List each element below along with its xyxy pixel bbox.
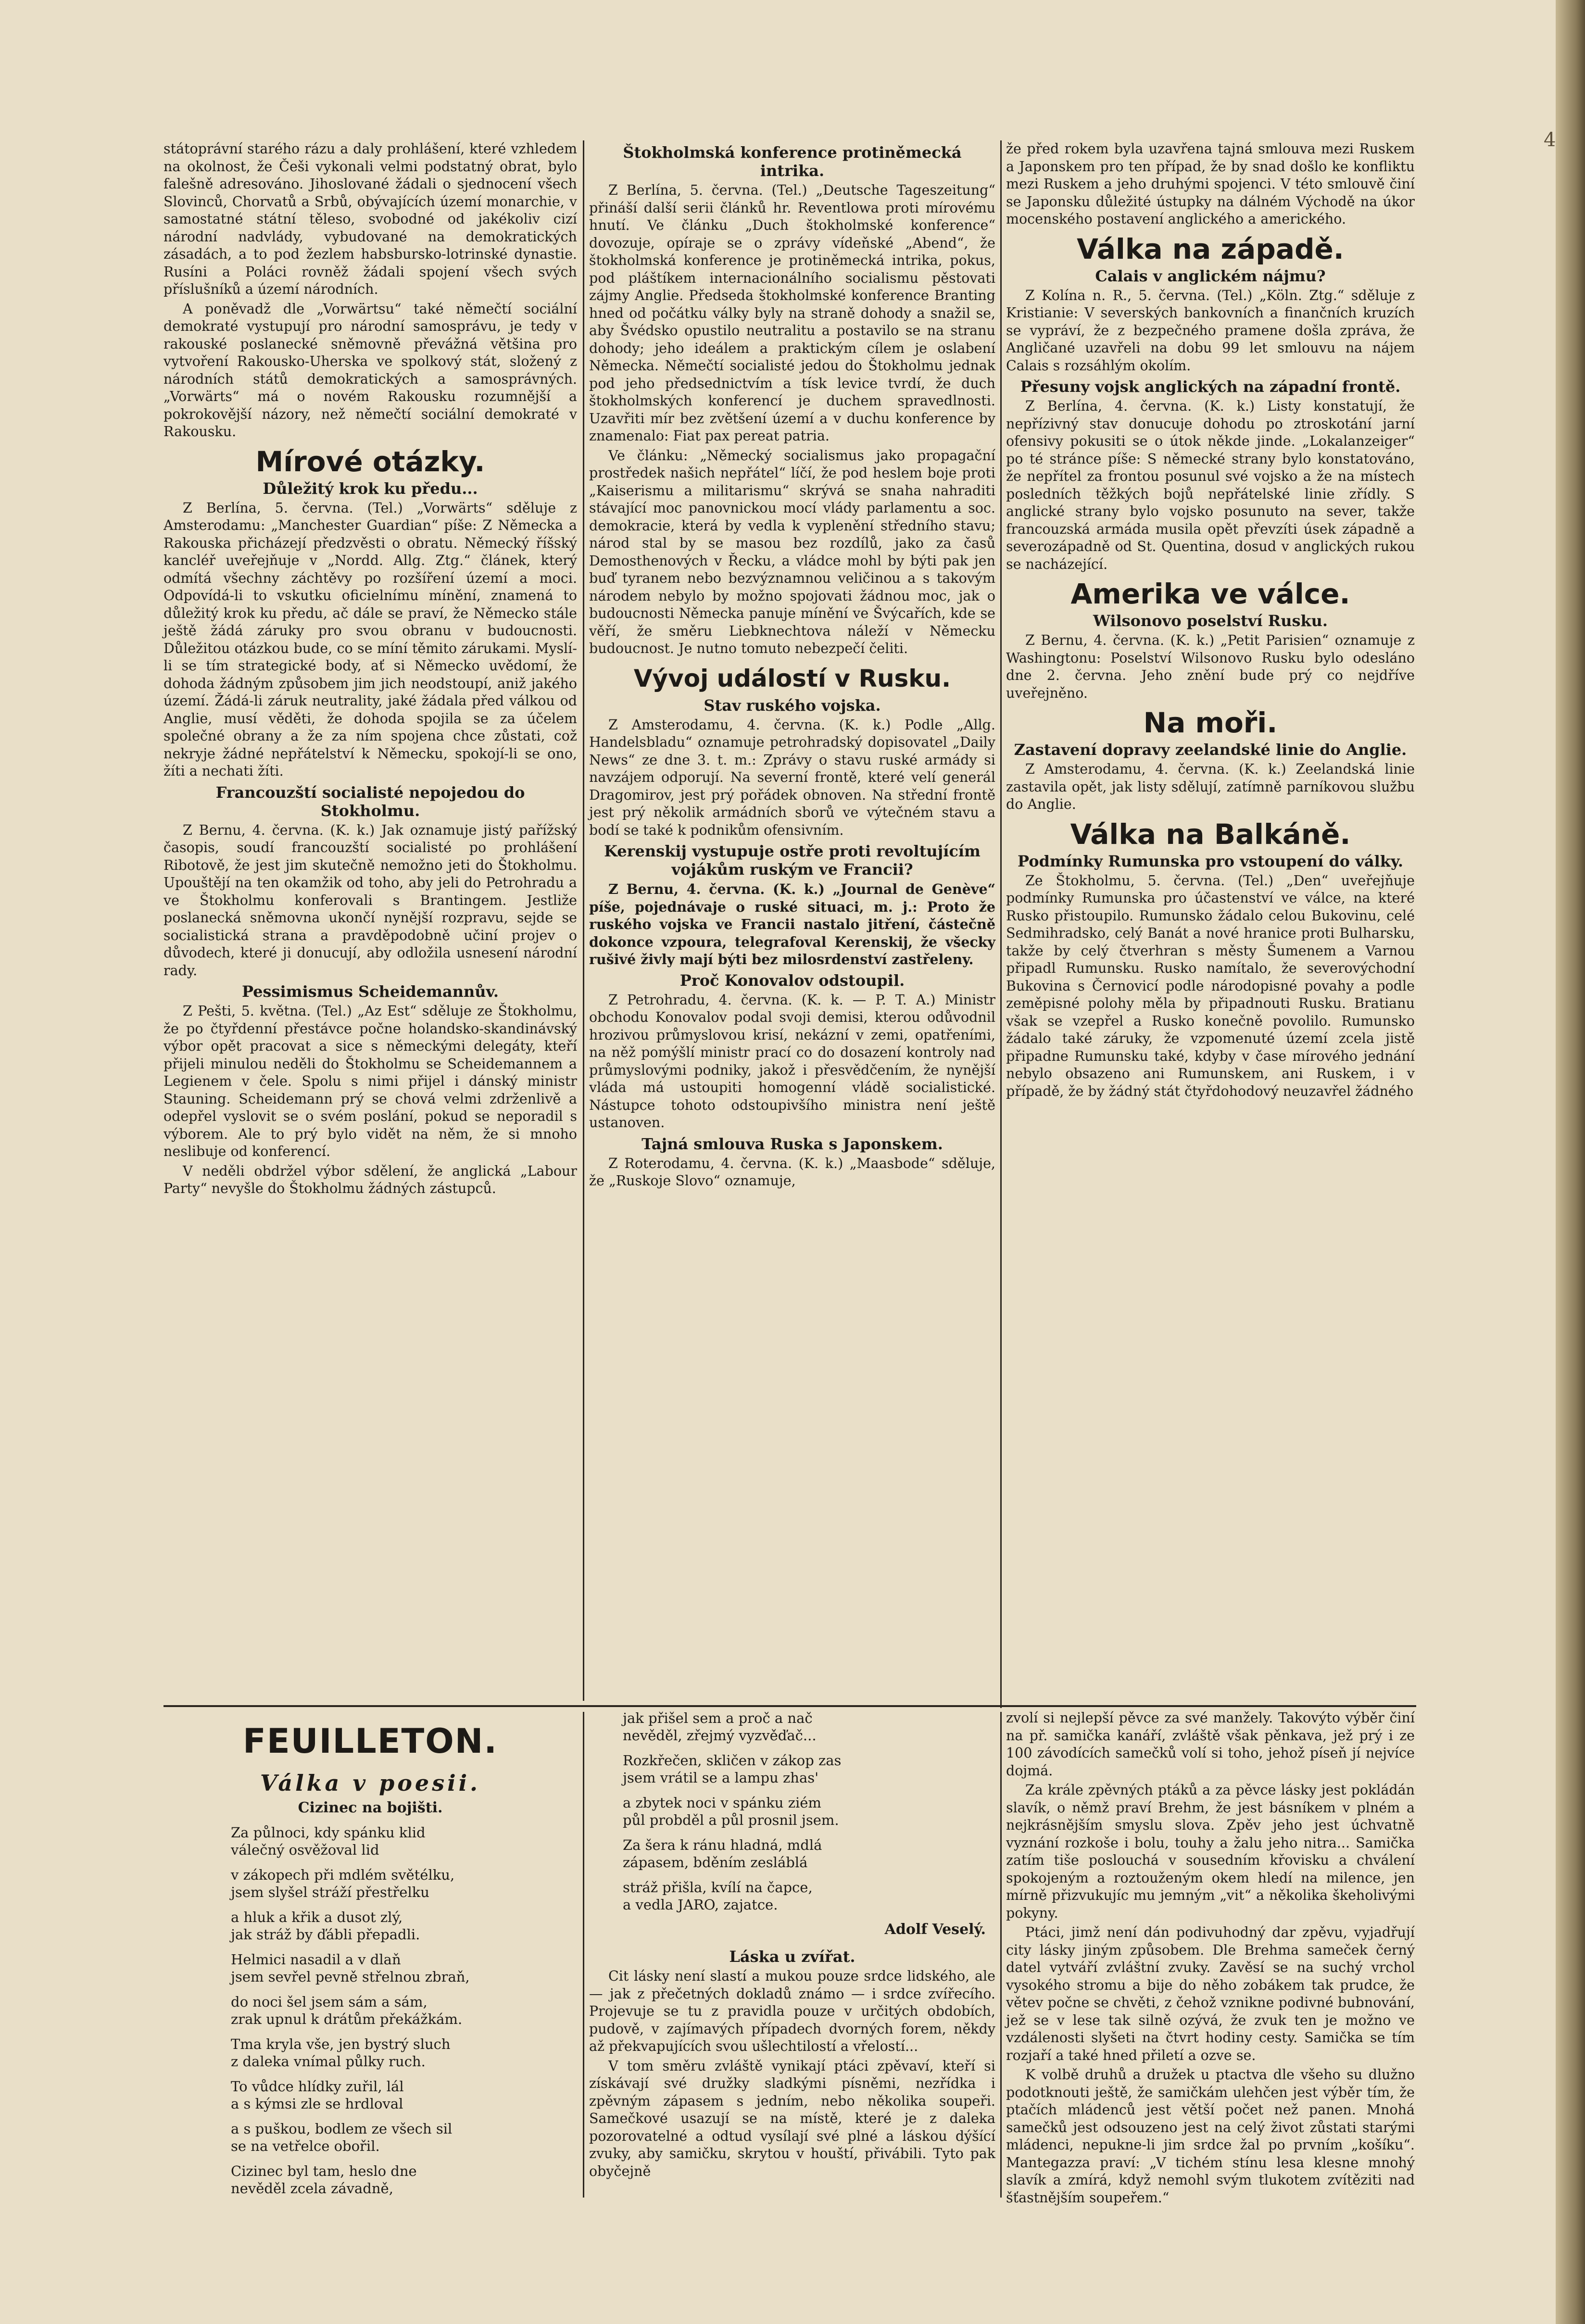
article-heading: Proč Konovalov odstoupil.	[679, 971, 905, 990]
poem-stanza	[231, 1993, 577, 2028]
page-number: 4	[1544, 129, 1556, 151]
poem-line: a vedla JARO, zajatce.	[623, 1897, 778, 1913]
poem-stanza	[231, 2120, 577, 2155]
poem-stanza	[623, 1752, 995, 1786]
poem-line: nevěděl zcela závadně,	[231, 2180, 393, 2197]
article-paragraph: že před rokem byla uzavřena tajná smlouva mezi Ruskem a Japonskem pro ten případ, že by snad došlo ke konfliktu mezi Ruskem a jeho druhými spojenci. V této smlouvě činí se Japonsku důležité ústupky na dálném Východě na úkor mocenského postavení anglického a amerického.	[1006, 141, 1415, 227]
poem-line: Cizinec byl tam, heslo dne	[231, 2163, 417, 2179]
poem-stanza	[623, 1836, 995, 1871]
poem-stanza	[231, 1909, 577, 1943]
poem-line: a s puškou, bodlem ze všech sil	[231, 2121, 453, 2137]
poem-line: Za šera k ránu hladná, mdlá	[623, 1837, 822, 1853]
article-heading: Podmínky Rumunska pro vstoupení do války.	[1017, 852, 1403, 870]
article-paragraph: Z Amsterodamu, 4. června. (K. k.) Zeelandská linie zastavila opět, jak listy sdělují, zatímně parníkovou službu do Anglie.	[1006, 761, 1415, 812]
article-paragraph: Z Petrohradu, 4. června. (K. k. — P. T. A.) Ministr obchodu Konovalov podal svoji demisi, kterou odůvodnil hrozivou průmyslovou krisí, nekázní v zemi, opatřeními, na něž pomýšlí ministr prací co do dosazení kontroly nad průmyslovými podniky, jakož i přesvědčením, že nynější vláda má ustoupiti homogenní vládě socialistické. Nástupce tohoto odstoupivšího ministra není ještě ustanoven.	[589, 992, 995, 1131]
article-paragraph: Ve článku: „Německý socialismus jako propagační prostředek našich nepřátel“ líčí, že pod heslem boje proti „Kaiserismu a militarismu“ skrývá se snaha nahraditi stávající moc panovnickou mocí vlády parlamentu a soc. demokracie, která by vedla k vyplenění středního stavu; národ stal by se masou bez rozdílů, jako za časů Demosthenových v Řecku, a vládce mohl by býti pak jen buď tyranem nebo bezvýznamnou veličinou a s takovým národem nebylo by možno spojovati žádnou moc, jak o budoucnosti Německa panuje mínění ve Švýcařích, kde se věří, že směru Liebknechtova náleží v Německu budoucnost. Je nutno tomuto nebezpečí čeliti.	[589, 447, 995, 656]
column-1	[164, 140, 577, 1701]
feuilleton-rule	[164, 1705, 1416, 1707]
article-heading: Wilsonovo poselství Rusku.	[1093, 612, 1328, 630]
poem-line: zápasem, bděním zesláblá	[623, 1854, 808, 1871]
article-paragraph: Ze Štokholmu, 5. června. (Tel.) „Den“ uveřejňuje podmínky Rumunska pro účastenství ve válce, na které Rusko přistoupilo. Rumunsko žádalo celou Bukovinu, celé Sedmihradsko, celý Banát a nové hranice proti Bulharsku, takže by celý čtverhran s městy Šumenem a Varnou připadl Rumunsku. Rusko namítalo, že severovýchodní Bukovina s Černovicí podle národopisné povahy a podle zeměpisné polohy měla by připadnouti Rusku. Bratianu však se vzepřel a Rusko konečně povolilo. Rumunsko žádalo také záruky, že vzpomenuté území zcela jistě připadne Rumunsku také, kdyby v čase mírového jednání nebylo obsazeno ani Rumunskem, ani Ruskem, i v případě, že by žádný stát čtyřdohodový neuzavřel žádného	[1006, 872, 1415, 1099]
article-paragraph: Z Berlína, 5. června. (Tel.) „Deutsche Tageszeitung“ přináší další serii článků hr. Reventlowa proti mírovému hnutí. Ve článku „Duch štokholmské konference“ dovozuje, opíraje se o zprávy vídeňské „Abend“, že štokholmská konference je protiněmecká intrika, pokus, pod pláštíkem internacionálního socialismu pěstovati zájmy Anglie. Předseda štokholmské konference Branting hned od počátku války byly na straně dohody a snažil se, aby Švédsko opustilo neutralitu a postavilo se na stranu dohody; jeho ideálem a praktickým cílem je oslabení Německa. Němečtí socialisté jedou do Štokholmu jednak pod jeho předsednictvím a tísk levice tvrdí, že duch štokholmských konferencí je duchem spravedlnosti. Uzavřiti mír bez zvětšení území a v duchu konference by znamenalo: Fiat pax pereat patria.	[589, 182, 995, 444]
article-heading: Zastavení dopravy zeelandské linie do Anglie.	[1014, 741, 1407, 759]
section-heading: Na moři.	[1143, 706, 1278, 739]
article-heading: Francouzští socialisté nepojedou do Stokholmu.	[215, 783, 525, 820]
poem-line: To vůdce hlídky zuřil, lál	[231, 2078, 404, 2095]
article-paragraph: A poněvadž dle „Vorwärtsu“ také němečtí sociální demokraté vystupují pro národní samosprávu, je tedy v rakouské poslanecké sněmovně převážná většina pro vytvoření Rakousko-Uherska ve spolkový stát, složený z národních států demokratických a samosprávných. „Vorwärts“ má o novém Rakousku rozumnější a pokrokovější názory, než němečtí sociální demokraté v Rakousku.	[164, 301, 577, 440]
article-paragraph: Z Amsterodamu, 4. června. (K. k.) Podle „Allg. Handelsbladu“ oznamuje petrohradský dopisovatel „Daily News“ ze dne 3. t. m.: Zprávy o stavu ruské armády si navzájem odporují. Na severní frontě, které velí generál Dragomirov, jest prý pořádek obnoven. Na střední frontě jest prý několik armádních sborů ve výtečném stavu a bodí se také k podnikům ofensivním.	[589, 716, 995, 838]
column-3	[1006, 140, 1415, 1701]
article-paragraph: Z Bernu, 4. června. (K. k.) „Journal de Genève“ píše, pojednávaje o ruské situaci, m. j.: Proto že ruského vojska ve Francii nastalo jitření, částečně dokonce vzpoura, telegrafoval Kerenskij, že všecky rušivé živly mají býti bez milosrdenství zastřeleny.	[589, 881, 995, 967]
poem-title: Cizinec na bojišti.	[298, 1799, 443, 1816]
column-rule	[583, 140, 584, 1701]
poem-line: se na vetřelce obořil.	[231, 2138, 380, 2154]
poem-author: Adolf Veselý.	[884, 1921, 986, 1938]
article-heading: Calais v anglickém nájmu?	[1095, 266, 1326, 285]
article-heading: Důležitý krok ku předu...	[263, 479, 478, 498]
article-paragraph: Z Kolína n. R., 5. června. (Tel.) „Köln. Ztg.“ sděluje z Kristianie: V severských bankovních a finančních kruzích se vypráví, že z bezpečného pramene došla zpráva, že Angličané uzavřeli na dobu 99 let smlouvu na nájem Calais s rozsáhlým okolím.	[1006, 287, 1415, 374]
poem-line: jsem slyšel stráží přestřelku	[231, 1884, 429, 1900]
section-heading: Válka na západě.	[1077, 232, 1344, 265]
poem-line: Helmici nasadil a v dlaň	[231, 1951, 401, 1968]
poem-line: do noci šel jsem sám a sám,	[231, 1994, 428, 2010]
poem-stanza	[623, 1794, 995, 1829]
page-binding-edge	[1556, 0, 1585, 2324]
article-paragraph: Z Bernu, 4. června. (K. k.) „Petit Parisien“ oznamuje z Washingtonu: Poselství Wilsonovo Rusku bylo odesláno dne 2. června. Jeho znění bude prý co nejdříve uveřejněno.	[1006, 632, 1415, 701]
article-heading: Přesuny vojsk anglických na západní frontě.	[1020, 377, 1401, 396]
poem-line: zrak upnul k drátům překážkám.	[231, 2011, 463, 2027]
poem-line: Tma kryla vše, jen bystrý sluch	[231, 2036, 451, 2052]
poem-line: a s kýmsi zle se hrdloval	[231, 2096, 403, 2112]
column-rule	[1000, 1712, 1002, 2198]
poem-series-title: Válka v poesii.	[260, 1770, 481, 1796]
article-paragraph: Z Pešti, 5. května. (Tel.) „Az Est“ sděluje ze Štokholmu, že po čtyřdenní přestávce počne holandsko-skandinávský výbor opět pracovat a sice s německými delegáty, kteří přijeli minulou neděli do Štokholmu se Scheidemannem a Legienem v čele. Spolu s nimi přijel i dánský ministr Stauning. Scheidemann prý se chová velmi zdrženlivě a odepřel vyslovit se o svém poslání, pokud se neporadil s výborem. Ale to prý bylo vidět na něm, že si mnoho neslibuje od konferencí.	[164, 1003, 577, 1159]
poem-stanza	[623, 1879, 995, 1913]
essay-title: Láska u zvířat.	[729, 1947, 855, 1966]
article-paragraph: Z Roterodamu, 4. června. (K. k.) „Maasbode“ sděluje, že „Ruskoje Slovo“ oznamuje,	[589, 1155, 995, 1189]
poem-line: Rozkřečen, skličen v zákop zas	[623, 1752, 842, 1769]
poem-line: půl probděl a půl prosnil jsem.	[623, 1812, 839, 1828]
article-heading: Štokholmská konference protiněmecká intrika.	[623, 143, 962, 180]
poem-line: v zákopech při mdlém světélku,	[231, 1867, 455, 1883]
section-heading: Vývoj událostí v Rusku.	[633, 664, 951, 692]
feuilleton-column-3	[1006, 1709, 1415, 2206]
poem-line: válečný osvěžoval lid	[231, 1842, 379, 1858]
poem-line: a hluk a křik a dusot zlý,	[231, 1909, 403, 1925]
poem-stanza	[231, 2078, 577, 2112]
section-heading: Amerika ve válce.	[1070, 578, 1350, 610]
poem-stanza	[231, 2162, 577, 2197]
poem-stanza	[231, 1951, 577, 1985]
poem-line: jsem sevřel pevně střelnou zbraň,	[231, 1969, 470, 1985]
column-rule	[583, 1712, 584, 2198]
essay-paragraph: Za krále zpěvných ptáků a za pěvce lásky jest pokládán slavík, o němž praví Brehm, že jest básníkem v plném a nejkrásnějším smyslu slova. Zpěv jeho jest úchvatně vyznání rozkoše i bolu, touhy a žalu jeho nitra... Samička zatím tiše poslouchá v sousedním křovisku a chválení spokojeným a roztouženým okem hledí na milence, jen mírně přizvukujíc mu jemným „vit“ a několika škeholivými pokyny.	[1006, 1782, 1415, 1921]
essay-paragraph: V tom směru zvláště vynikají ptáci zpěvaví, kteří si získávají své družky sladkými písněmi, nezřídka i zpěvným zápasem s jedním, nebo několika soupeři. Samečkové usazují se na místě, které je z daleka pozorovatelné a odtud vysílají své plné a láskou dýšící zvuky, aby samičku, skrytou v houští, přivábili. Tyto pak obyčejně	[589, 2058, 995, 2179]
poem-stanza	[231, 1866, 577, 1901]
essay-paragraph: Ptáci, jimž není dán podivuhodný dar zpěvu, vyjadřují city lásky jiným způsobem. Dle Brehma sameček černý datel vytváří zvláštní zvuky. Zavěsí se na suchý vrchol vysokého stromu a bije do něho zobákem tak prudce, že větev počne se chvěti, z čehož vznikne podivné bubnování, jež se v lese tak silně ozývá, že zvuk ten je možno ve vzdálenosti slyšeti na čtvrt hodiny cesty. Samička se tím rozjaří a také hned přiletí a ozve se.	[1006, 1924, 1415, 2063]
poem-line: z daleka vnímal půlky ruch.	[231, 2053, 426, 2070]
essay-paragraph: K volbě druhů a družek u ptactva dle všeho su dlužno podotknouti ještě, že samičkám ulehčen jest výběr tím, že ptačích mládenců jest větší počet než panen. Mnohá samečků jest odsouzeno jest na celý život zůstati starými mládenci, nepukne-li jim srdce žal po prvním „košíku“. Mantegazza praví: „V tichém stínu lesa klesne mnohý slavík a zmírá, když nemohl svým tlukotem zvítěziti nad šťastnějším soupeřem.“	[1006, 2067, 1415, 2206]
poem-stanza	[623, 1709, 995, 1744]
feuilleton-heading: FEUILLETON.	[243, 1721, 498, 1761]
article-heading: Stav ruského vojska.	[704, 696, 881, 715]
article-heading: Pessimismus Scheidemannův.	[241, 982, 499, 1001]
column-2	[589, 140, 995, 1701]
article-paragraph: Z Berlína, 5. června. (Tel.) „Vorwärts“ sděluje z Amsterodamu: „Manchester Guardian“ píše: Z Německa a Rakouska přicházejí předzvěsti o obratu. Německý říšský kancléř uveřejňuje v „Nordd. Allg. Ztg.“ článek, který odmítá všechny záchtěvy po rozšíření území a moci. Odpovídá-li to vskutku oficielnímu mínění, znamená to důležitý krok ku předu, ač dále se praví, že Německo stále ještě žádá záruky pro svou obranu v budoucnosti. Důležitou otázkou bude, co se míní těmito zárukami. Myslí-li se tím strategické body, ať si Německo uvědomí, že dohoda žádným způsobem jim jich neodstoupí, aniž jakého území. Žádá-li záruk neutrality, jaké žádala před válkou od Anglie, musí věděti, že dohoda spojila se za účelem společné obrany a že za ním spojena chce zůstati, což nekryje žádné nepřátelství k Německu, spokojí-li se ono, žíti a nechati žíti.	[164, 500, 577, 779]
section-heading: Mírové otázky.	[255, 445, 485, 478]
article-heading: Kerenskij vystupuje ostře proti revoltujícím vojákům ruským ve Francii?	[604, 842, 981, 879]
essay-paragraph: Cit lásky není slastí a mukou pouze srdce lidského, ale — jak z přečetných dokladů známo — i srdce zvířecího. Projevuje se tu z pravidla pouze v určitých obdobích, pudově, v zajímavých případech dvorných forem, někdy až překvapujících svou ušlechtilostí a vřelostí...	[589, 1968, 995, 2054]
essay-paragraph: zvolí si nejlepší pěvce za své manžely. Takovýto výběr činí na př. samička kanáří, zvláště však pěnkava, jež prý i ze 100 závodících samečků volí si toho, jehož píseň jí nejvíce dojmá.	[1006, 1710, 1415, 1779]
article-heading: Tajná smlouva Ruska s Japonskem.	[642, 1134, 943, 1153]
article-paragraph: Z Berlína, 4. června. (K. k.) Listy konstatují, že nepřízivný stav donucuje dohodu po ztroskotání jarní ofensivy pokusiti se o útok někde jinde. „Lokalanzeiger“ po té stránce píše: S německé strany bylo konstatováno, že nepřítel za frontou posunul své vojsko a že na místech posledních těžkých bojů nepřátelské linie zřídly. S anglické strany bylo vojsko posunuto na sever, takže francouzská armáda musila opět převzíti úsek západně a severozápadně od St. Quentina, dosud v anglických rukou se nacházející.	[1006, 398, 1415, 572]
feuilleton-column-2	[589, 1709, 995, 2190]
poem-line: a zbytek noci v spánku ziém	[623, 1795, 821, 1811]
poem-line: stráž přišla, kvílí na čapce,	[623, 1879, 813, 1896]
feuilleton-column-1	[164, 1709, 577, 2197]
article-paragraph: V neděli obdržel výbor sdělení, že anglická „Labour Party“ nevyšle do Štokholmu žádných zástupců.	[164, 1163, 577, 1196]
poem-line: Za půlnoci, kdy spánku klid	[231, 1824, 426, 1841]
section-heading: Válka na Balkáně.	[1070, 817, 1351, 851]
article-paragraph: státoprávní starého rázu a daly prohlášení, které vzhledem na okolnost, že Češi vykonali velmi podstatný obrat, bylo falešně adresováno. Jihoslované žádali o sjednocení všech Slovinců, Chorvatů a Srbů, obývajících území monarchie, v samostatné státní těleso, svobodné od jakékoliv cizí národní nadvlády, vybudované na demokratických zásadách, a to pod žezlem habsbursko-lotrinské dynastie. Rusíni a Poláci rovněž žádali spojení všech svých příslušníků a území národních.	[164, 141, 577, 297]
poem-line: jak přišel sem a proč a nač	[623, 1710, 813, 1726]
poem-line: jak stráž by ďábli přepadli.	[231, 1926, 420, 1943]
poem-stanza	[231, 1824, 577, 1859]
column-rule	[1000, 140, 1002, 1708]
poem-stanza	[231, 2035, 577, 2070]
poem-line: jsem vrátil se a lampu zhas'	[623, 1770, 819, 1786]
poem-line: nevěděl, zřejmý vyzvěďač...	[623, 1727, 817, 1744]
article-paragraph: Z Bernu, 4. června. (K. k.) Jak oznamuje jistý pařížský časopis, soudí francouzští socialisté po prohlášení Ribotově, že jest jim skutečně nemožno jeti do Štokholmu. Upouštějí na ten okamžik od toho, aby jeli do Petrohradu a ve Štokholmu konferovali s Brantingem. Jestliže poslanecká sněmovna ukončí nynější rozpravu, sejde se socialistická strana a pravděpodobně učiní projev o důvodech, které ji donucují, aby odložila usnesení národní rady.	[164, 822, 577, 979]
